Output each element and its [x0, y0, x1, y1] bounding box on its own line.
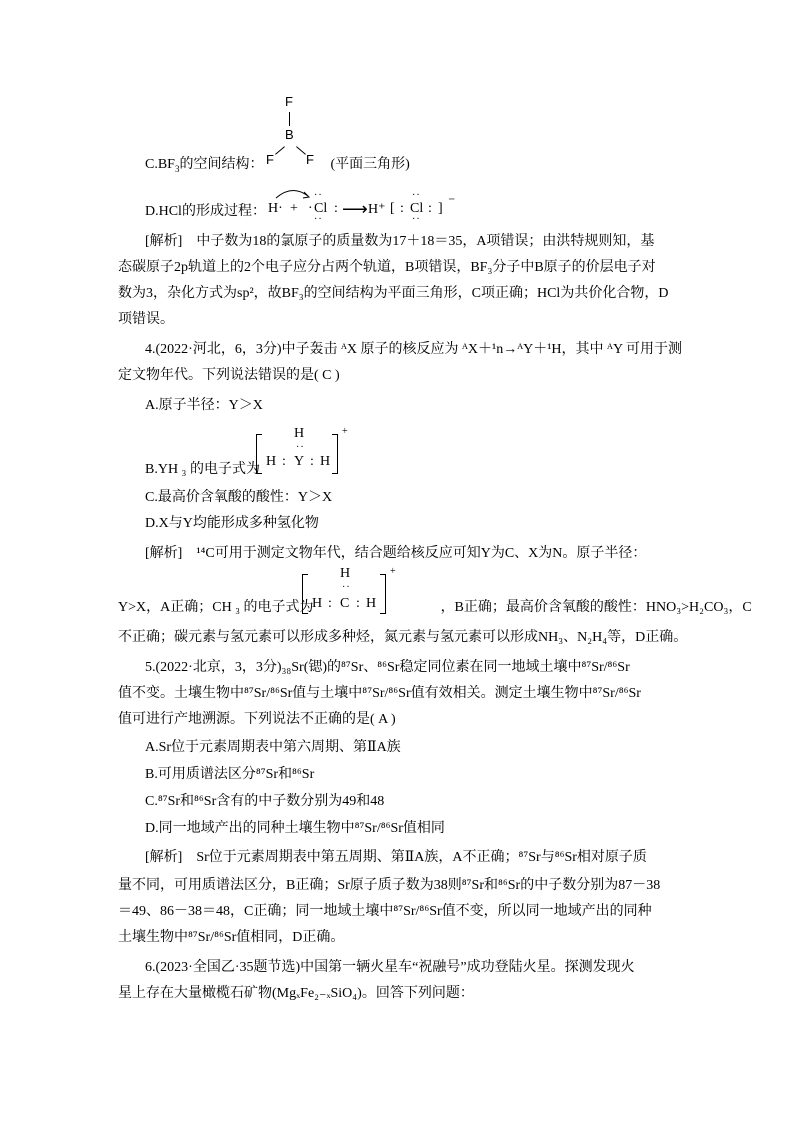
question-4-line-1: 4.(2022·河北，6，3分)中子轰击 ᴬX 原子的核反应为 ᴬX＋¹n→ᴬY＋¹H，其中 ᴬY 可用于测 — [145, 342, 683, 357]
explanation-3-line-4: 项错误。 — [118, 312, 174, 327]
question-5-line-3: 值可进行产地溯源。下列说法不正确的是( A ) — [118, 712, 396, 727]
question-5-line-2: 值不变。土壤生物中⁸⁷Sr/⁸⁶Sr值与土壤中⁸⁷Sr/⁸⁶Sr值有效相关。测定土壤生物中⁸⁷Sr/⁸⁶Sr — [118, 686, 641, 701]
yh3-electron-formula: H ·· H : Y : H + — [256, 426, 356, 476]
option-d-label: D.HCl的形成过程： — [145, 204, 266, 219]
question-5-option-d: D.同一地域产出的同种土壤生物中⁸⁷Sr/⁸⁶Sr值相同 — [145, 821, 445, 836]
explanation-5-line-3: ＝49、86－38＝48，C正确；同一地域土壤中⁸⁷Sr/⁸⁶Sr值不变，所以同一地域产出的同种 — [118, 904, 652, 919]
reaction-arrow: ⟶ — [342, 199, 368, 219]
explanation-5-line-4: 土壤生物中⁸⁷Sr/⁸⁶Sr值相同，D正确。 — [118, 930, 345, 945]
question-5-line-1: 5.(2022·北京，3，3分)₃₈Sr(锶)的⁸⁷Sr、⁸⁶Sr稳定同位素在同一地域土壤中⁸⁷Sr/⁸⁶Sr — [145, 660, 630, 675]
option-c-note: (平面三角形) — [330, 157, 410, 172]
electron-transfer-arrow — [274, 186, 314, 200]
explanation-3-line-2: 态碳原子2p轨道上的2个电子应分占两个轨道，B项错误，BF₃分子中B原子的价层电子对 — [118, 260, 656, 275]
explanation-4-line-3: 不正确；碳元素与氢元素可以形成多种烃，氮元素与氢元素可以形成NH₃、N₂H₄等，D正确。 — [118, 630, 688, 645]
explanation-3-line-1: [解析] 中子数为18的氯原子的质量数为17＋18＝35，A项错误；由洪特规则知，基 — [145, 234, 655, 249]
bf3-top-f: F — [285, 94, 293, 109]
explanation-3-line-3: 数为3，杂化方式为sp²，故BF₃的空间结构为平面三角形，C项正确；HCl为共价化合物，D — [118, 286, 669, 301]
bf3-center-b: B — [285, 127, 294, 142]
explanation-4-line-2: Y>X，A正确；CH ₃ 的电子式为 ，B正确；最高价含氧酸的酸性：HNO₃>H₂CO₃，C — [118, 600, 752, 615]
explanation-5-line-2: 量不同，可用质谱法区分，B正确；Sr原子质子数为38则⁸⁷Sr和⁸⁶Sr的中子数分别为87－38 — [118, 878, 661, 893]
explanation-4-line-1: [解析] ¹⁴C可用于测定文物年代，结合题给核反应可知Y为C、X为N。原子半径： — [145, 546, 647, 561]
question-4-option-d: D.X与Y均能形成多种氢化物 — [145, 516, 319, 531]
explanation-5-line-1: [解析] Sr位于元素周期表中第五周期、第ⅡA族，A不正确；⁸⁷Sr与⁸⁶Sr相对原子质 — [145, 850, 647, 865]
question-4-line-2: 定文物年代。下列说法错误的是( C ) — [118, 368, 340, 383]
question-4-option-c: C.最高价含氧酸的酸性：Y＞X — [145, 490, 333, 505]
ch3-electron-formula: H ·· H : C : H + — [302, 566, 402, 616]
question-6-line-1: 6.(2023·全国乙·35题节选)中国第一辆火星车“祝融号”成功登陆火星。探测发现火 — [145, 960, 635, 975]
question-5-option-c: C.⁸⁷Sr和⁸⁶Sr含有的中子数分别为49和48 — [145, 794, 385, 809]
option-c-bf3: $C.BF_3$的空间结构： (平面三角形) — [145, 157, 410, 174]
bf3-left-f: F — [266, 152, 274, 167]
question-6-line-2: 星上存在大量橄榄石矿物(MgₓFe₂₋ₓSiO₄)。回答下列问题： — [118, 986, 474, 1001]
question-5-option-a: A.Sr位于元素周期表中第六周期、第ⅡA族 — [145, 740, 401, 755]
bf3-right-f: F — [306, 152, 314, 167]
hcl-formation-diagram: H· + ·· · Cl : ·· ⟶ H⁺ [ : ·· Cl : ·· ] ⁻ — [268, 186, 468, 226]
question-4-option-a: A.原子半径：Y＞X — [145, 398, 263, 413]
question-4-option-b: B.YH ₃ 的电子式为 — [145, 462, 260, 477]
question-5-option-b: B.可用质谱法区分⁸⁷Sr和⁸⁶Sr — [145, 767, 315, 782]
